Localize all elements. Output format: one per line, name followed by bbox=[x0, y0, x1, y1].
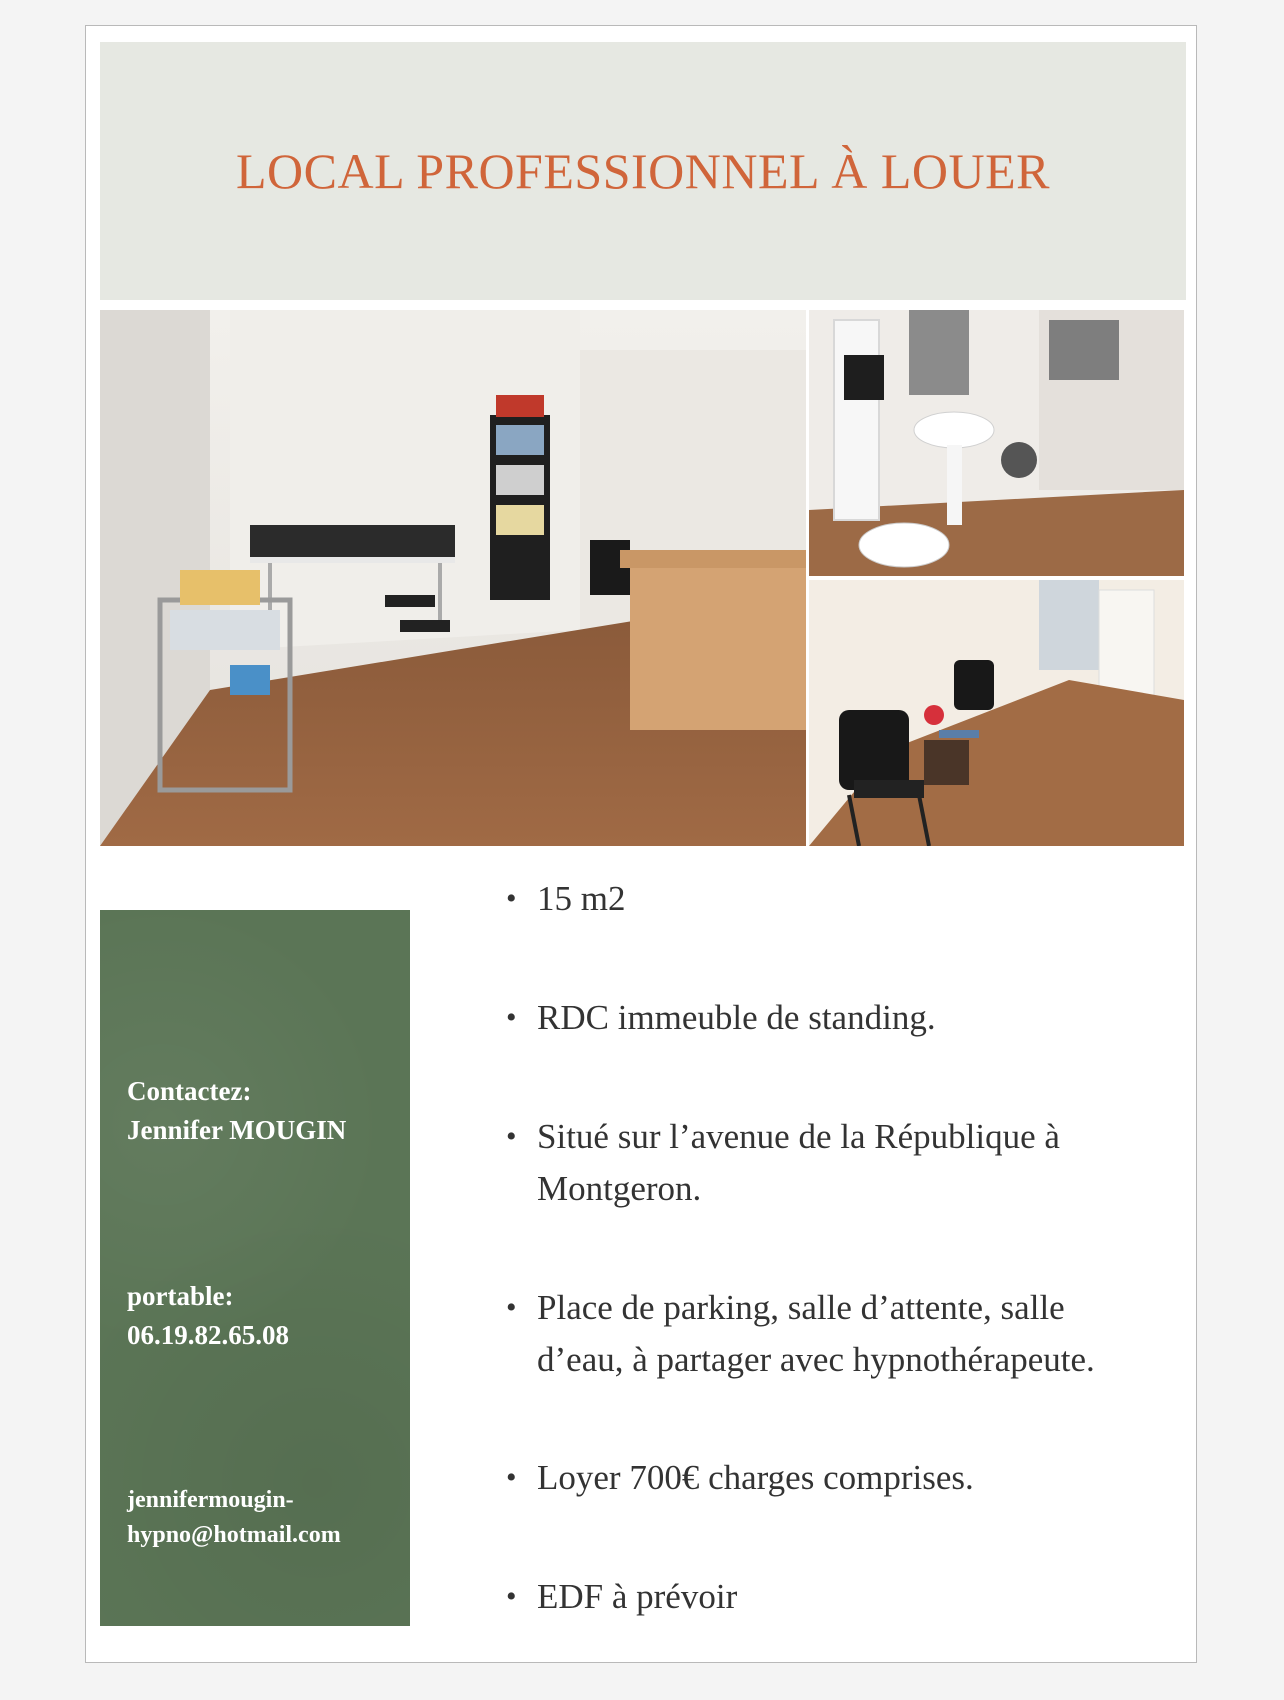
feature-text: Situé sur l’avenue de la République à bbox=[537, 1117, 1060, 1156]
title-banner bbox=[100, 42, 1186, 300]
feature-text: 15 m2 bbox=[537, 879, 626, 918]
bathroom-photo bbox=[809, 310, 1184, 576]
feature-text-continued: Montgeron. bbox=[537, 1169, 702, 1208]
contact-label: Contactez: bbox=[127, 1076, 252, 1106]
email-line-1[interactable]: jennifermougin- bbox=[127, 1487, 294, 1513]
feature-text: Place de parking, salle d’attente, salle bbox=[537, 1288, 1065, 1327]
feature-text: Loyer 700€ charges comprises. bbox=[537, 1458, 974, 1497]
page-title: LOCAL PROFESSIONNEL À LOUER bbox=[236, 143, 1050, 199]
contact-panel bbox=[100, 910, 410, 1626]
feature-item-rent bbox=[506, 1452, 1166, 1504]
bullet-icon: • bbox=[506, 1461, 517, 1494]
bullet-icon: • bbox=[506, 1001, 517, 1034]
feature-text-continued: d’eau, à partager avec hypnothérapeute. bbox=[537, 1340, 1095, 1379]
feature-item-electricity bbox=[506, 1571, 1166, 1623]
email-line-2[interactable]: hypno@hotmail.com bbox=[127, 1522, 341, 1548]
bullet-icon: • bbox=[506, 1120, 517, 1153]
bullet-icon: • bbox=[506, 1291, 517, 1324]
flyer-page bbox=[85, 25, 1197, 1663]
feature-item-building bbox=[506, 992, 1166, 1044]
bullet-icon: • bbox=[506, 1580, 517, 1613]
contact-person: Jennifer MOUGIN bbox=[127, 1115, 347, 1145]
phone-number[interactable]: 06.19.82.65.08 bbox=[127, 1320, 289, 1350]
feature-item-area bbox=[506, 873, 1166, 925]
feature-item-shared-spaces bbox=[506, 1282, 1166, 1386]
feature-text: RDC immeuble de standing. bbox=[537, 998, 936, 1037]
phone-label: portable: bbox=[127, 1281, 234, 1311]
feature-text: EDF à prévoir bbox=[537, 1577, 738, 1616]
bullet-icon: • bbox=[506, 882, 517, 915]
waiting-room-photo bbox=[809, 580, 1184, 846]
feature-item-location bbox=[506, 1111, 1166, 1215]
office-room-photo bbox=[100, 310, 806, 846]
